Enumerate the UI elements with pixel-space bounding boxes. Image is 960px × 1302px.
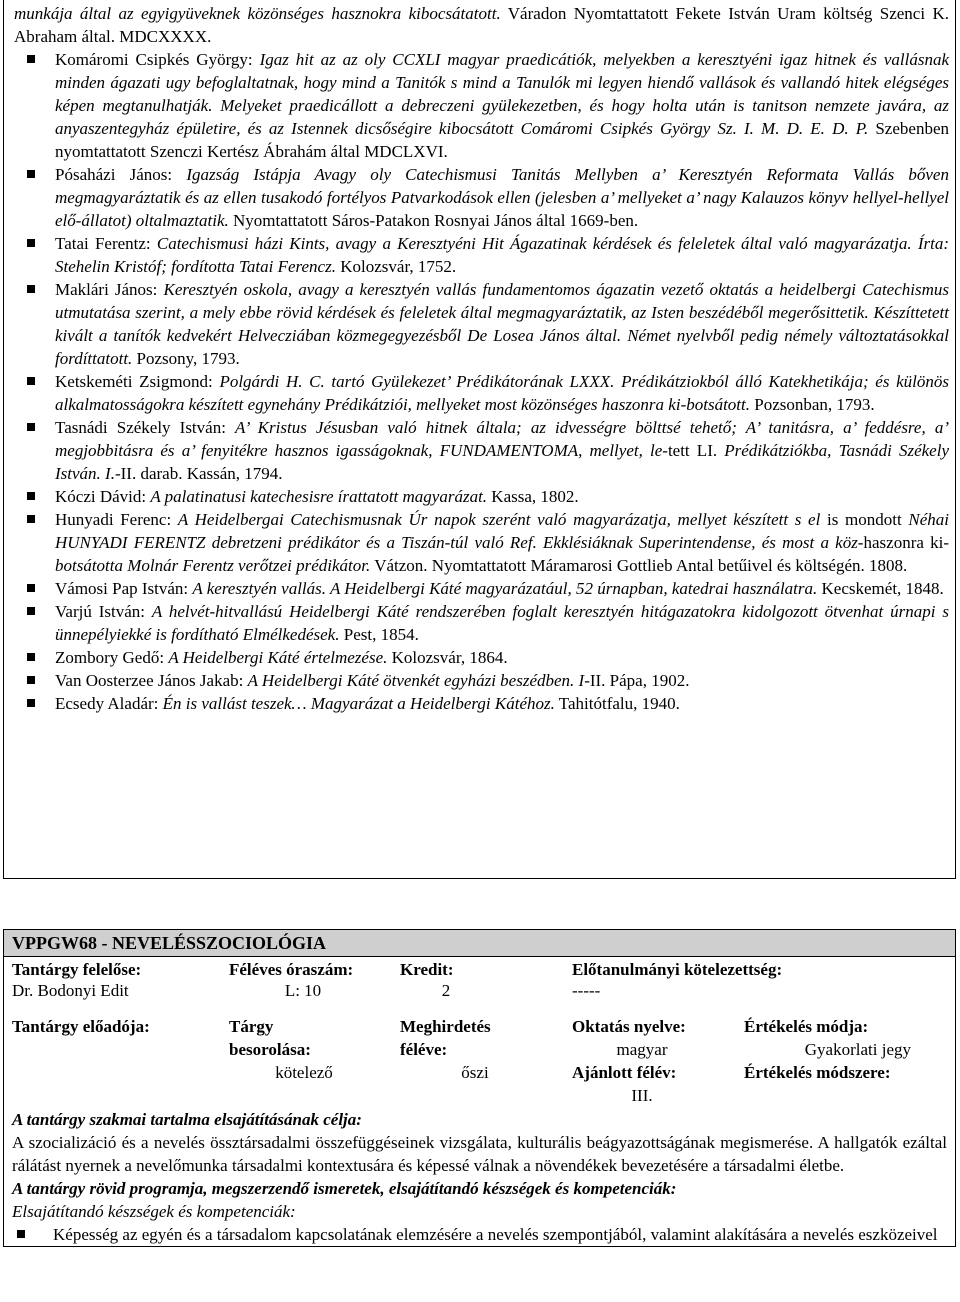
skills-list xyxy=(12,1223,947,1246)
bibliography-item xyxy=(14,232,949,278)
text-run: Tasnádi Székely István: xyxy=(55,418,236,437)
oraszam-label: Féléves óraszám: xyxy=(229,960,354,979)
goal-section xyxy=(4,1108,955,1246)
square-bullet-icon xyxy=(27,699,35,707)
square-bullet-icon xyxy=(27,492,35,500)
nyelv-value: magyar xyxy=(616,1040,668,1059)
square-bullet-icon xyxy=(27,607,35,615)
text-run: Kolozsvár, 1864. xyxy=(387,648,508,667)
square-bullet-icon xyxy=(27,515,35,523)
text-run: is mondott xyxy=(820,510,909,529)
text-run: Igazság Istápja Avagy oly Catechismusi Tanitás Mellyben a’ Keresztyén Reformata Vallás bőven megmagyaráztatik és az ellen tusakodó fortélyos Patvarkodások ellen (jelesben a’ mellyeket a’ nagy Kalauzos könyv hellyel-hellyel elő-állatot) oltalmaztatik. xyxy=(55,165,949,230)
square-bullet-icon xyxy=(27,676,35,684)
text-run: -II. darab. Kassán, 1794. xyxy=(114,464,283,483)
square-bullet-icon xyxy=(27,170,35,178)
kredit-value: 2 xyxy=(441,981,451,1000)
bibliography-item xyxy=(14,646,949,669)
text-run: Vátzon. Nyomtattatott Máramarosi Gottlieb Antal betűivel és költségén. 1808. xyxy=(370,556,908,575)
elotan-value: ----- xyxy=(572,981,601,1000)
ajanlott-value: III. xyxy=(631,1086,653,1105)
meghird-value: őszi xyxy=(461,1063,489,1082)
text-run: Prédikátziókba, Tasnádi Székely István. I. xyxy=(55,441,949,483)
text-run: Kóczi Dávid: xyxy=(55,487,151,506)
text-run: Tatai Ferentz: xyxy=(55,234,157,253)
square-bullet-icon xyxy=(17,1230,25,1238)
nyelv-label: Oktatás nyelve: xyxy=(572,1017,686,1036)
goal-text: A szocializáció és a nevelés össztársadalmi összefüggéseinek vizsgálata, kulturális beágyazottságának megismerése. A hallgatók ezáltal rálátást nyernek a nevelőmunka társadalmi kontextusára és képessé válnak a növendékek bevezetésére a társadalmi életbe. xyxy=(12,1133,947,1175)
bibliography-item xyxy=(14,669,949,692)
bibliography-item xyxy=(14,577,949,600)
besorolas-label-2: besorolása: xyxy=(229,1040,311,1059)
text-run: Pest, 1854. xyxy=(339,625,419,644)
intro-line xyxy=(14,2,949,48)
text-run: Ketskeméti Zsigmond: xyxy=(55,372,220,391)
text-run: A palatinatusi katechesisre írattatott magyarázat. xyxy=(150,487,488,506)
text-run: Hunyadi Ferenc: xyxy=(55,510,178,529)
besorolas-value: kötelező xyxy=(275,1063,333,1082)
bibliography-item xyxy=(14,416,949,485)
bibliography-item xyxy=(14,48,949,163)
text-run: Igaz hit az az oly CCXLI magyar praedicátiók, melyekben a keresztyéni igaz hitnek és vallásnak minden ágazati ugy befoglaltatnak, hogy mind a Tanitók s mind a Tanulók mi legyen hiendő vallások és vallandó hitek elégséges képen megtanulhatják. Melyeket praedicállott a debreczeni gyülekezetben, és hogy holta után is tanitson nemzete javára, az anyaszentegyház épületire, és az Istennek dicsőségire kibocsátott Comáromi Csipkés György Sz. I. M. D. E. D. P. xyxy=(55,50,949,138)
info-row-2 xyxy=(4,1001,955,1108)
text-run: A Heidelbergi Káté értelmezése. xyxy=(168,648,388,667)
text-run: A Heidelbergi Káté ötvenkét egyházi beszédben. I xyxy=(247,671,585,690)
text-run: Pósaházi János: xyxy=(55,165,187,184)
info-row-1 xyxy=(4,957,955,1001)
bibliography-item xyxy=(14,370,949,416)
ertmod-label: Értékelés módja: xyxy=(744,1017,869,1036)
square-bullet-icon xyxy=(27,377,35,385)
kredit-label: Kredit: xyxy=(400,960,454,979)
text-run: A Heidelbergai Catechismusnak Úr napok szerént való magyarázatja, mellyet készített s el xyxy=(177,510,821,529)
bibliography-item xyxy=(14,508,949,577)
program-heading: A tantárgy rövid programja, megszerzendő ismeretek, elsajátítandó készségek és kompetenciák: xyxy=(12,1179,677,1198)
text-run: botsátotta Molnár Ferentz verőtzei prédikátor. xyxy=(55,556,371,575)
ertmod-value: Gyakorlati jegy xyxy=(804,1040,911,1059)
text-run: Vámosi Pap István: xyxy=(55,579,193,598)
ajanlott-label: Ajánlott félév: xyxy=(572,1063,677,1082)
text-run: Varjú István: xyxy=(55,602,152,621)
text-run: Pozsonban, 1793. xyxy=(749,395,875,414)
text-run: A’ Kristus Jésusban való hitnek általa; az idvességre bölttsé tehető; A’ tanitásra, a’ feddésre, a’ megjobbitásra és a’ fenyitékre hasznos igasságoknak, FUNDAMENTOMA, mellyet, le- xyxy=(55,418,949,460)
text-run: Zomborу Gedő: xyxy=(55,648,169,667)
oraszam-value: L: 10 xyxy=(284,981,322,1000)
square-bullet-icon xyxy=(27,653,35,661)
meghird-label-2: féléve: xyxy=(400,1040,448,1059)
text-run: tett LI. xyxy=(667,441,725,460)
bibliography-item xyxy=(14,485,949,508)
square-bullet-icon xyxy=(27,239,35,247)
bibliography-item xyxy=(14,600,949,646)
text-run: A helvét-hitvallású Heidelbergi Káté rendszerében foglalt keresztyén hitágazatokra kidolgozott ötvenhat úrnapi s ünnepélyiekké is fordítható Elmélkedések. xyxy=(55,602,949,644)
text-run: Kolozsvár, 1752. xyxy=(335,257,457,276)
skill-item xyxy=(12,1223,947,1246)
bibliography-item xyxy=(14,163,949,232)
text-run: A keresztyén vallás. A Heidelbergi Káté magyarázatául, 52 úrnapban, katedrai használatra. xyxy=(192,579,818,598)
text-run: Van Oosterzee János Jakab: xyxy=(55,671,248,690)
text-run: Kassa, 1802. xyxy=(487,487,579,506)
besorolas-label-1: Tárgy xyxy=(229,1017,274,1036)
text-run: Pozsony, 1793. xyxy=(132,349,240,368)
felelos-label: Tantárgy felelőse: xyxy=(12,960,142,979)
ertmodszer-label: Értékelés módszere: xyxy=(744,1063,891,1082)
goal-heading: A tantárgy szakmai tartalma elsajátításának célja: xyxy=(12,1110,362,1129)
text-run: Komáromi Csipkés György: xyxy=(55,50,260,69)
text-run: Én is vallást teszek… Magyarázat a Heidelbergi Kátéhoz. xyxy=(162,694,555,713)
text-run: Szebenben nyomtattatott Szenczi Kertész Ábrahám által MDCLXVI. xyxy=(55,119,949,161)
text-run: -II. Pápa, 1902. xyxy=(584,671,690,690)
skill-text: Képesség az egyén és a társadalom kapcsolatának elemzésére a nevelés szempontjából, valamint alakítására a nevelés eszközeivel xyxy=(53,1225,938,1244)
text-run: Váradon Nyomtattatott Fekete István Uram költség Szenci K. Abraham által. MDCXXXX. xyxy=(14,4,949,46)
course-sheet xyxy=(3,929,956,1247)
text-run: Maklári János: xyxy=(55,280,164,299)
course-title: VPPGW68 - NEVELÉSSZOCIOLÓGIA xyxy=(4,930,955,957)
bibliography-item xyxy=(14,692,949,715)
square-bullet-icon xyxy=(27,423,35,431)
text-run: Nyomtattatott Sáros-Patakon Rosnyai János által 1669-ben. xyxy=(228,211,639,230)
text-run: munkája által az egyigyüveknek közönséges hasznokra kibocsátatott. xyxy=(14,4,501,23)
text-run: Ecsedy Aladár: xyxy=(55,694,163,713)
skills-heading: Elsajátítandó készségek és kompetenciák: xyxy=(12,1202,296,1221)
bibliography-section xyxy=(3,0,956,879)
text-run: haszonra ki- xyxy=(863,533,949,552)
bibliography-item xyxy=(14,278,949,370)
elotan-label: Előtanulmányi kötelezettség: xyxy=(572,960,783,979)
bibliography-list xyxy=(14,48,949,715)
text-run: Kecskemét, 1848. xyxy=(817,579,944,598)
square-bullet-icon xyxy=(27,285,35,293)
meghird-label-1: Meghirdetés xyxy=(400,1017,491,1036)
text-run: Néhai HUNYADI FERENTZ debretzeni prédikátor és a Tiszán-túl való Ref. Ekklésiáknak Superintendense, és most a köz- xyxy=(55,510,949,552)
text-run: Polgárdi H. C. tartó Gyülekezet’ Prédikátorának LXXX. Prédikátziokból álló Katekhetikája; és különös alkalmatosságokra készített egynehány Prédikátziói, mellyeket most közönséges haszonra ki-botsátott. xyxy=(55,372,949,414)
text-run: Tahitótfalu, 1940. xyxy=(554,694,680,713)
square-bullet-icon xyxy=(27,584,35,592)
text-run: Catechismusi házi Kints, avagy a Keresztyéni Hit Ágazatinak kérdések és feleletek által való magyarázatja. Írta: Stehelin Kristóf; fordította Tatai Ferencz. xyxy=(55,234,949,276)
eloado-label: Tantárgy előadója: xyxy=(12,1017,150,1036)
felelos-value: Dr. Bodonyi Edit xyxy=(12,981,129,1000)
text-run: Keresztyén oskola, avagy a keresztyén vallás fundamentomos ágazatin vezető oktatás a heidelbergi Catechismus utmutatása szerint, a mely ebbe rövid kérdések és feleletek által megmagyaráztatik, az Isten beszédéből megerősittetik. Készíttetett kivált a tanítók kedvekért Helvecziában közmegegyezésből De Losea János által. Német nyelvből pedig némely változtatásokkal fordíttatott. xyxy=(55,280,949,368)
square-bullet-icon xyxy=(27,55,35,63)
